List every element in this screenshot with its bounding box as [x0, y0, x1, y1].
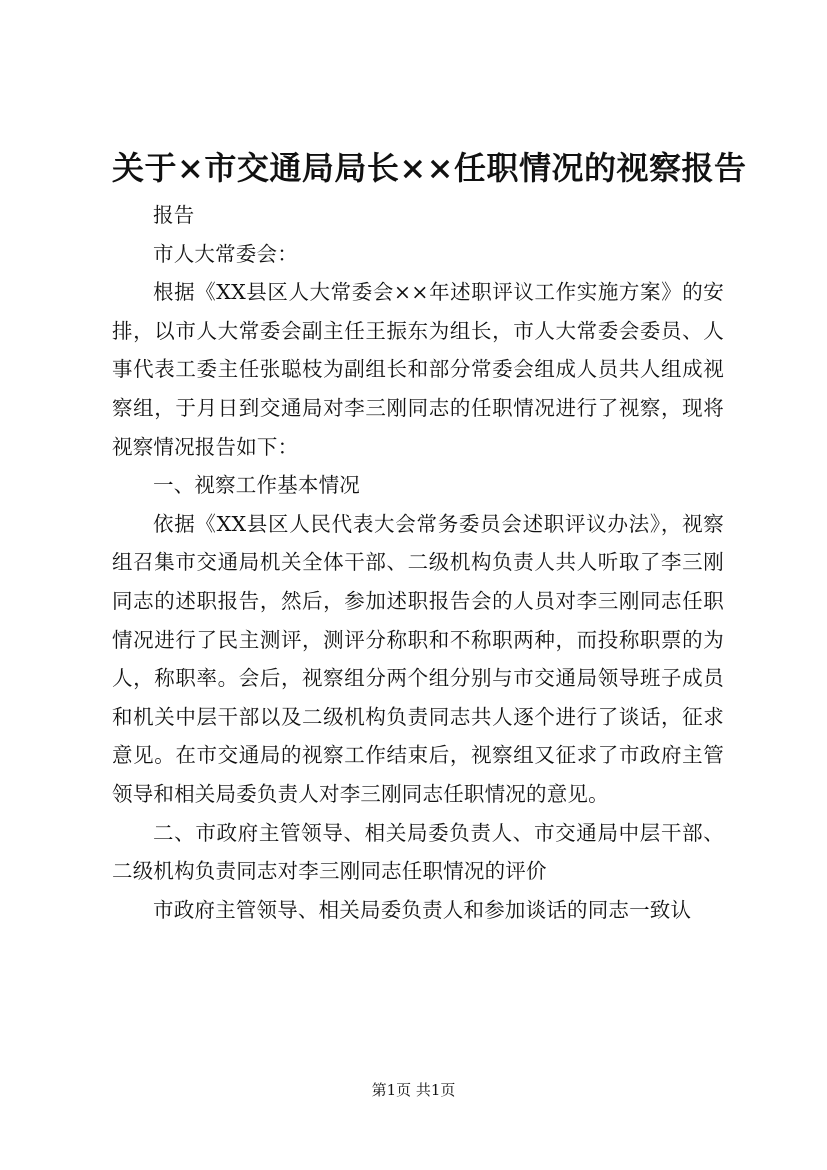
- section-heading-2: 二、市政府主管领导、相关局委负责人、市交通局中层干部、二级机构负责同志对李三刚同志任职情况的评价: [112, 820, 724, 884]
- page-number-footer: 第1页 共1页: [371, 1081, 456, 1099]
- paragraph-section-2: 市政府主管领导、相关局委负责人和参加谈话的同志一致认: [153, 897, 692, 922]
- paragraph-intro: 根据《XX县区人大常委会××年述职评议工作实施方案》的安排，以市人大常委会副主任王振东为组长，市人大常委会委员、人事代表工委主任张聪枝为副组长和部分常委会组成人员共人组成视察组，于月日到交通局对李三刚同志的任职情况进行了视察，现将视察情况报告如下：: [112, 280, 724, 459]
- paragraph-section-1: 依据《XX县区人民代表大会常务委员会述职评议办法》，视察组召集市交通局机关全体干部、二级机构负责人共人听取了李三刚同志的述职报告，然后，参加述职报告会的人员对李三刚同志任职情况进行了民主测评，测评分称职和不称职两种，而投称职票的为人，称职率。会后，视察组分两个组分别与市交通局领导班子成员和机关中层干部以及二级机构负责同志共人逐个进行了谈话，征求意见。在市交通局的视察工作结束后，视察组又征求了市政府主管领导和相关局委负责人对李三刚同志任职情况的意见。: [112, 511, 724, 806]
- document-body: [112, 196, 724, 929]
- section-heading-1: 一、视察工作基本情况: [153, 473, 360, 498]
- paragraph-heading-label: 报告: [153, 203, 195, 227]
- document-title: 关于×市交通局局长××任职情况的视察报告: [112, 149, 747, 187]
- paragraph-salutation: 市人大常委会：: [153, 241, 298, 266]
